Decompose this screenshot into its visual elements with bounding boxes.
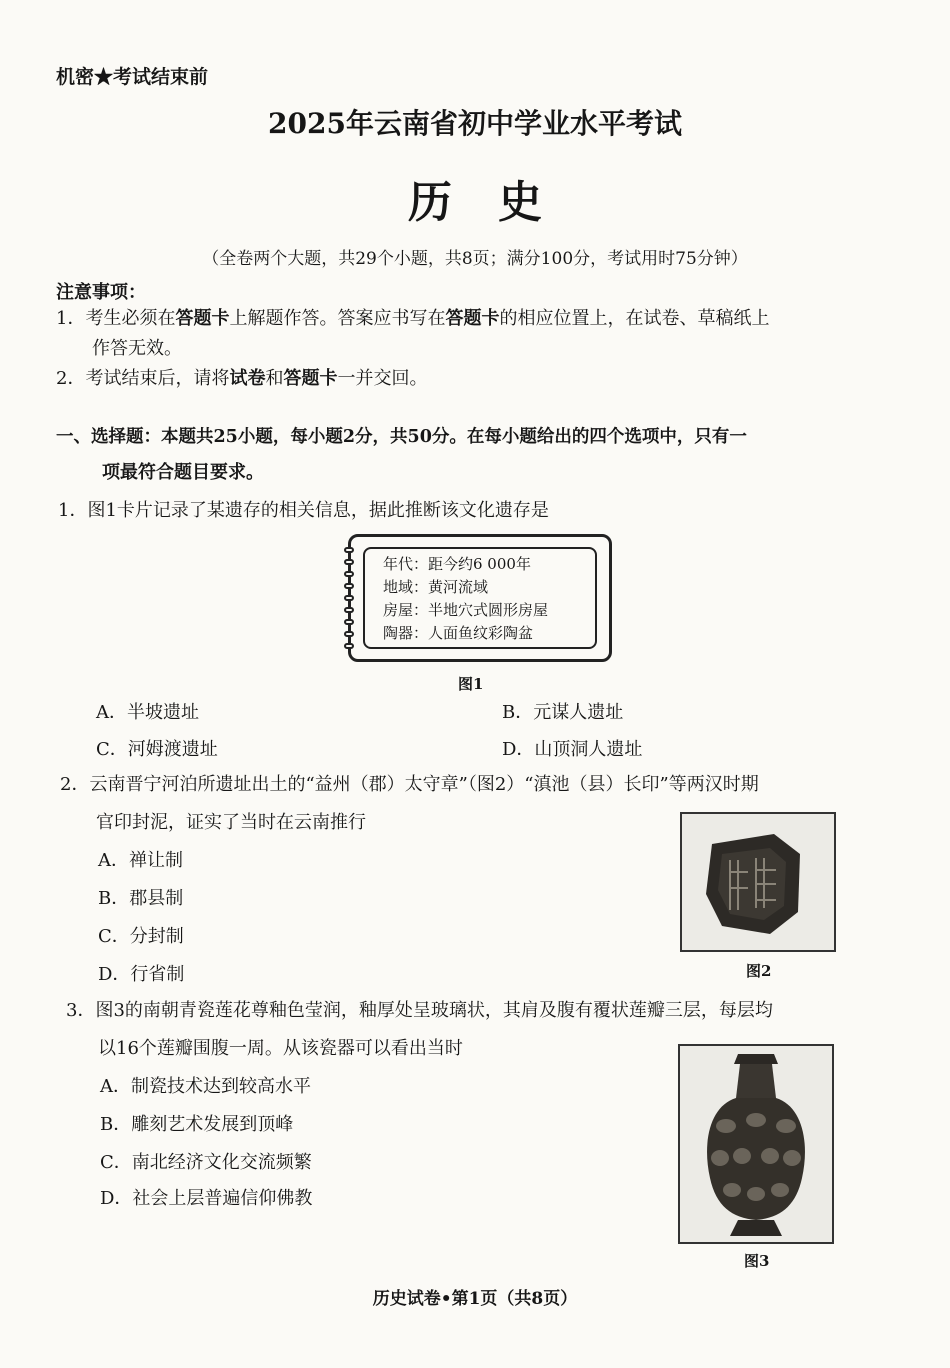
- binder-ring: [344, 559, 354, 565]
- notice-item-1-cont: 作答无效。: [92, 338, 182, 359]
- notice-item-num: 1．: [56, 308, 86, 329]
- notice-keyword: 答题卡: [283, 368, 338, 389]
- notice-item-num: 2．: [56, 368, 86, 389]
- section-1-heading: 一、选择题：本题共25小题，每小题2分，共50分。在每小题给出的四个选项中，只有一: [56, 427, 747, 447]
- notice-text: 考试结束后，请将: [85, 368, 230, 389]
- page-footer: 历史试卷•第1页（共8页）: [372, 1289, 578, 1309]
- notice-item-2: [56, 364, 427, 394]
- question-number: 1．: [58, 500, 88, 521]
- figure-1-caption: 图1: [458, 675, 484, 693]
- question-3-stem-cont: 以16个莲瓣围腹一周。从该瓷器可以看出当时: [98, 1038, 463, 1059]
- card-line: 房屋：半地穴式圆形房屋: [383, 601, 549, 619]
- binder-ring: [344, 643, 354, 649]
- subject-title: 历史: [408, 177, 588, 228]
- notice-keyword: 答题卡: [175, 308, 230, 329]
- binder-ring: [344, 631, 354, 637]
- question-number: 3．: [66, 1000, 96, 1021]
- q3-option-b: B．雕刻艺术发展到顶峰: [100, 1114, 294, 1135]
- q2-option-b: B．郡县制: [98, 888, 184, 909]
- notice-text: 上解题作答。答案应书写在: [229, 308, 446, 329]
- q1-option-b: B．元谋人遗址: [502, 702, 624, 723]
- q3-option-a: A．制瓷技术达到较高水平: [100, 1076, 311, 1097]
- notice-item-1: [56, 304, 769, 334]
- figure-2-caption: 图2: [746, 962, 772, 980]
- binder-ring: [344, 595, 354, 601]
- card-line: 年代：距今约6 000年: [383, 555, 531, 573]
- exam-title: 2025年云南省初中学业水平考试: [268, 107, 682, 140]
- question-2-stem: [60, 770, 759, 800]
- question-number: 2．: [60, 774, 90, 795]
- binder-ring: [344, 547, 354, 553]
- section-1-heading-cont: 项最符合题目要求。: [102, 462, 264, 483]
- binder-ring: [344, 571, 354, 577]
- q3-option-c: C．南北经济文化交流频繁: [100, 1152, 312, 1173]
- q3-option-d: D．社会上层普遍信仰佛教: [100, 1188, 313, 1209]
- seal-clay-icon: [682, 814, 834, 950]
- figure-1-card: [348, 534, 612, 662]
- notice-title: 注意事项：: [56, 282, 146, 303]
- notice-text: 的相应位置上，在试卷、草稿纸上: [499, 308, 770, 329]
- notice-text: 考生必须在: [85, 308, 176, 329]
- binder-ring: [344, 583, 354, 589]
- q2-option-d: D．行省制: [98, 964, 185, 985]
- binder-ring: [344, 607, 354, 613]
- binder-ring: [344, 619, 354, 625]
- question-text: 图1卡片记录了某遗存的相关信息，据此推断该文化遗存是: [87, 500, 549, 521]
- q2-option-a: A．禅让制: [98, 850, 183, 871]
- question-text: 云南晋宁河泊所遗址出土的“益州（郡）太守章”（图2）“滇池（县）长印”等两汉时期: [89, 774, 759, 795]
- lotus-vase-icon: [680, 1046, 832, 1242]
- figure-2-seal-photo: [680, 812, 836, 952]
- figure-3-vase-photo: [678, 1044, 834, 1244]
- q2-option-c: C．分封制: [98, 926, 184, 947]
- card-line: 陶器：人面鱼纹彩陶盆: [383, 624, 534, 642]
- figure-3-caption: 图3: [744, 1252, 770, 1270]
- notice-keyword: 试卷: [229, 368, 266, 389]
- notice-text: 和: [265, 368, 284, 389]
- question-3-stem: [66, 996, 773, 1026]
- q1-option-d: D．山顶洞人遗址: [502, 739, 643, 760]
- q1-option-c: C．河姆渡遗址: [96, 739, 218, 760]
- confidential-mark: 机密★考试结束前: [56, 66, 209, 88]
- q1-option-a: A．半坡遗址: [96, 702, 199, 723]
- exam-info: （全卷两个大题，共29个小题，共8页；满分100分，考试用时75分钟）: [202, 249, 748, 269]
- card-content: [363, 547, 597, 649]
- notice-text: 一并交回。: [337, 368, 428, 389]
- card-line: 地域：黄河流域: [383, 578, 489, 596]
- question-1-stem: [58, 496, 549, 526]
- question-text: 图3的南朝青瓷莲花尊釉色莹润，釉厚处呈玻璃状，其肩及腹有覆状莲瓣三层，每层均: [95, 1000, 773, 1021]
- notice-keyword: 答题卡: [445, 308, 500, 329]
- question-2-stem-cont: 官印封泥，证实了当时在云南推行: [96, 812, 366, 833]
